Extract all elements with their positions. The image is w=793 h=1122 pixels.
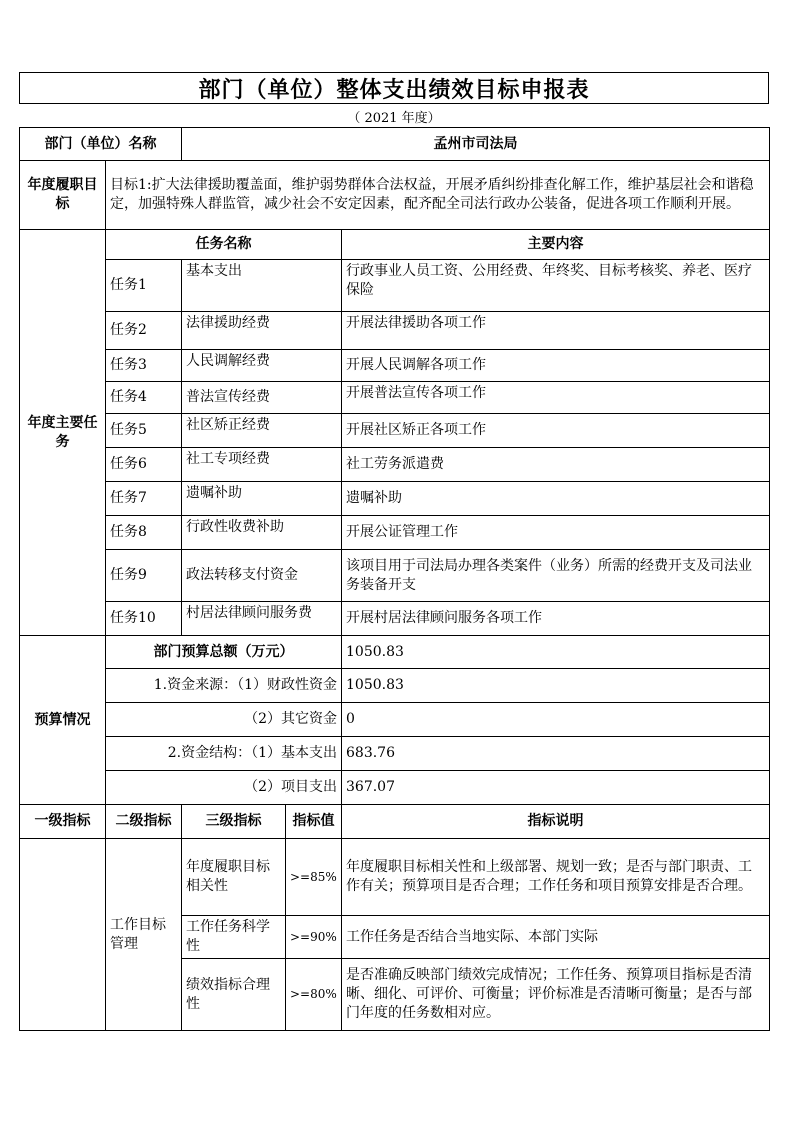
task-name: 人民调解经费 — [182, 350, 342, 382]
task-name: 基本支出 — [182, 260, 342, 312]
task-content: 遗嘱补助 — [342, 482, 770, 516]
task-content: 开展人民调解各项工作 — [342, 350, 770, 382]
task-id: 任务4 — [106, 382, 182, 414]
task-row — [20, 414, 770, 448]
budget-row — [20, 771, 770, 805]
budget-row-label: （2）项目支出 — [106, 771, 342, 805]
budget-total-row — [20, 636, 770, 669]
task-row — [20, 516, 770, 550]
task-name: 遗嘱补助 — [182, 482, 342, 516]
task-name: 法律援助经费 — [182, 312, 342, 350]
task-id: 任务2 — [106, 312, 182, 350]
budget-row-value: 367.07 — [342, 771, 770, 805]
task-name: 普法宣传经费 — [182, 382, 342, 414]
budget-row-value: 1050.83 — [342, 669, 770, 703]
budget-row — [20, 703, 770, 737]
task-row — [20, 448, 770, 482]
year-label: （ 2021 年度） — [347, 111, 441, 126]
task-row — [20, 382, 770, 414]
task-name: 社工专项经费 — [182, 448, 342, 482]
task-content: 开展公证管理工作 — [342, 516, 770, 550]
task-row — [20, 260, 770, 312]
dept-name: 孟州市司法局 — [182, 128, 770, 161]
task-content-header: 主要内容 — [342, 230, 770, 260]
task-row — [20, 350, 770, 382]
indicator-desc: 是否准确反映部门绩效完成情况；工作任务、预算项目指标是否清晰、细化、可评价、可衡量；评价标准是否清晰可衡量；是否与部门年度的任务数相对应。 — [342, 959, 770, 1031]
indicator-name: 年度履职目标相关性 — [182, 839, 286, 916]
annual-goal-label: 年度履职目标 — [20, 161, 106, 230]
task-content: 行政事业人员工资、公用经费、年终奖、目标考核奖、养老、医疗保险 — [342, 260, 770, 312]
task-row — [20, 602, 770, 636]
dept-label: 部门（单位）名称 — [20, 128, 182, 161]
task-row — [20, 312, 770, 350]
budget-row-value: 683.76 — [342, 737, 770, 771]
l1-header: 一级指标 — [20, 805, 106, 839]
l2-group: 工作目标管理 — [106, 839, 182, 1031]
annual-goal-row — [20, 161, 770, 230]
indicator-value: >=85% — [286, 839, 342, 916]
annual-goal-text: 目标1:扩大法律援助覆盖面，维护弱势群体合法权益，开展矛盾纠纷排查化解工作，维护基层社会和谐稳定，加强特殊人群监管，减少社会不安定因素，配齐配全司法行政办公装备，促进各项工作顺利开展。 — [106, 161, 770, 230]
indicator-value: >=80% — [286, 959, 342, 1031]
task-name: 社区矫正经费 — [182, 414, 342, 448]
indicator-desc: 年度履职目标相关性和上级部署、规划一致；是否与部门职责、工作有关；预算项目是否合理；工作任务和项目预算安排是否合理。 — [342, 839, 770, 916]
value-header: 指标值 — [286, 805, 342, 839]
task-content: 开展村居法律顾问服务各项工作 — [342, 602, 770, 636]
task-content: 该项目用于司法局办理各类案件（业务）所需的经费开支及司法业务装备开支 — [342, 550, 770, 602]
page-title: 部门（单位）整体支出绩效目标申报表 — [19, 72, 769, 104]
desc-header: 指标说明 — [342, 805, 770, 839]
budget-total-value: 1050.83 — [342, 636, 770, 669]
task-id: 任务3 — [106, 350, 182, 382]
budget-row — [20, 737, 770, 771]
l3-header: 三级指标 — [182, 805, 286, 839]
task-name: 政法转移支付资金 — [182, 550, 342, 602]
budget-row-label: 1.资金来源：（1）财政性资金 — [106, 669, 342, 703]
l2-header: 二级指标 — [106, 805, 182, 839]
budget-row-value: 0 — [342, 703, 770, 737]
tasks-header-row — [20, 230, 770, 260]
task-name: 村居法律顾问服务费 — [182, 602, 342, 636]
task-id: 任务8 — [106, 516, 182, 550]
task-id: 任务1 — [106, 260, 182, 312]
task-content: 开展普法宣传各项工作 — [342, 382, 770, 414]
budget-row — [20, 669, 770, 703]
task-id: 任务6 — [106, 448, 182, 482]
task-name: 行政性收费补助 — [182, 516, 342, 550]
task-content: 开展法律援助各项工作 — [342, 312, 770, 350]
budget-row-label: （2）其它资金 — [106, 703, 342, 737]
indicator-name: 工作任务科学性 — [182, 916, 286, 959]
task-name-header: 任务名称 — [106, 230, 342, 260]
budget-label: 预算情况 — [20, 636, 106, 805]
task-row — [20, 482, 770, 516]
task-content: 社工劳务派遣费 — [342, 448, 770, 482]
budget-row-label: 2.资金结构：（1）基本支出 — [106, 737, 342, 771]
tasks-label: 年度主要任务 — [20, 230, 106, 636]
indicator-desc: 工作任务是否结合当地实际、本部门实际 — [342, 916, 770, 959]
indicator-value: >=90% — [286, 916, 342, 959]
indicator-row — [20, 839, 770, 916]
task-id: 任务7 — [106, 482, 182, 516]
task-content: 开展社区矫正各项工作 — [342, 414, 770, 448]
task-row — [20, 550, 770, 602]
dept-row — [20, 128, 770, 161]
indicator-header-row — [20, 805, 770, 839]
indicator-name: 绩效指标合理性 — [182, 959, 286, 1031]
report-table — [19, 127, 770, 1031]
l1-cell — [20, 839, 106, 1031]
task-id: 任务9 — [106, 550, 182, 602]
budget-total-label: 部门预算总额（万元） — [106, 636, 342, 669]
task-id: 任务5 — [106, 414, 182, 448]
task-id: 任务10 — [106, 602, 182, 636]
